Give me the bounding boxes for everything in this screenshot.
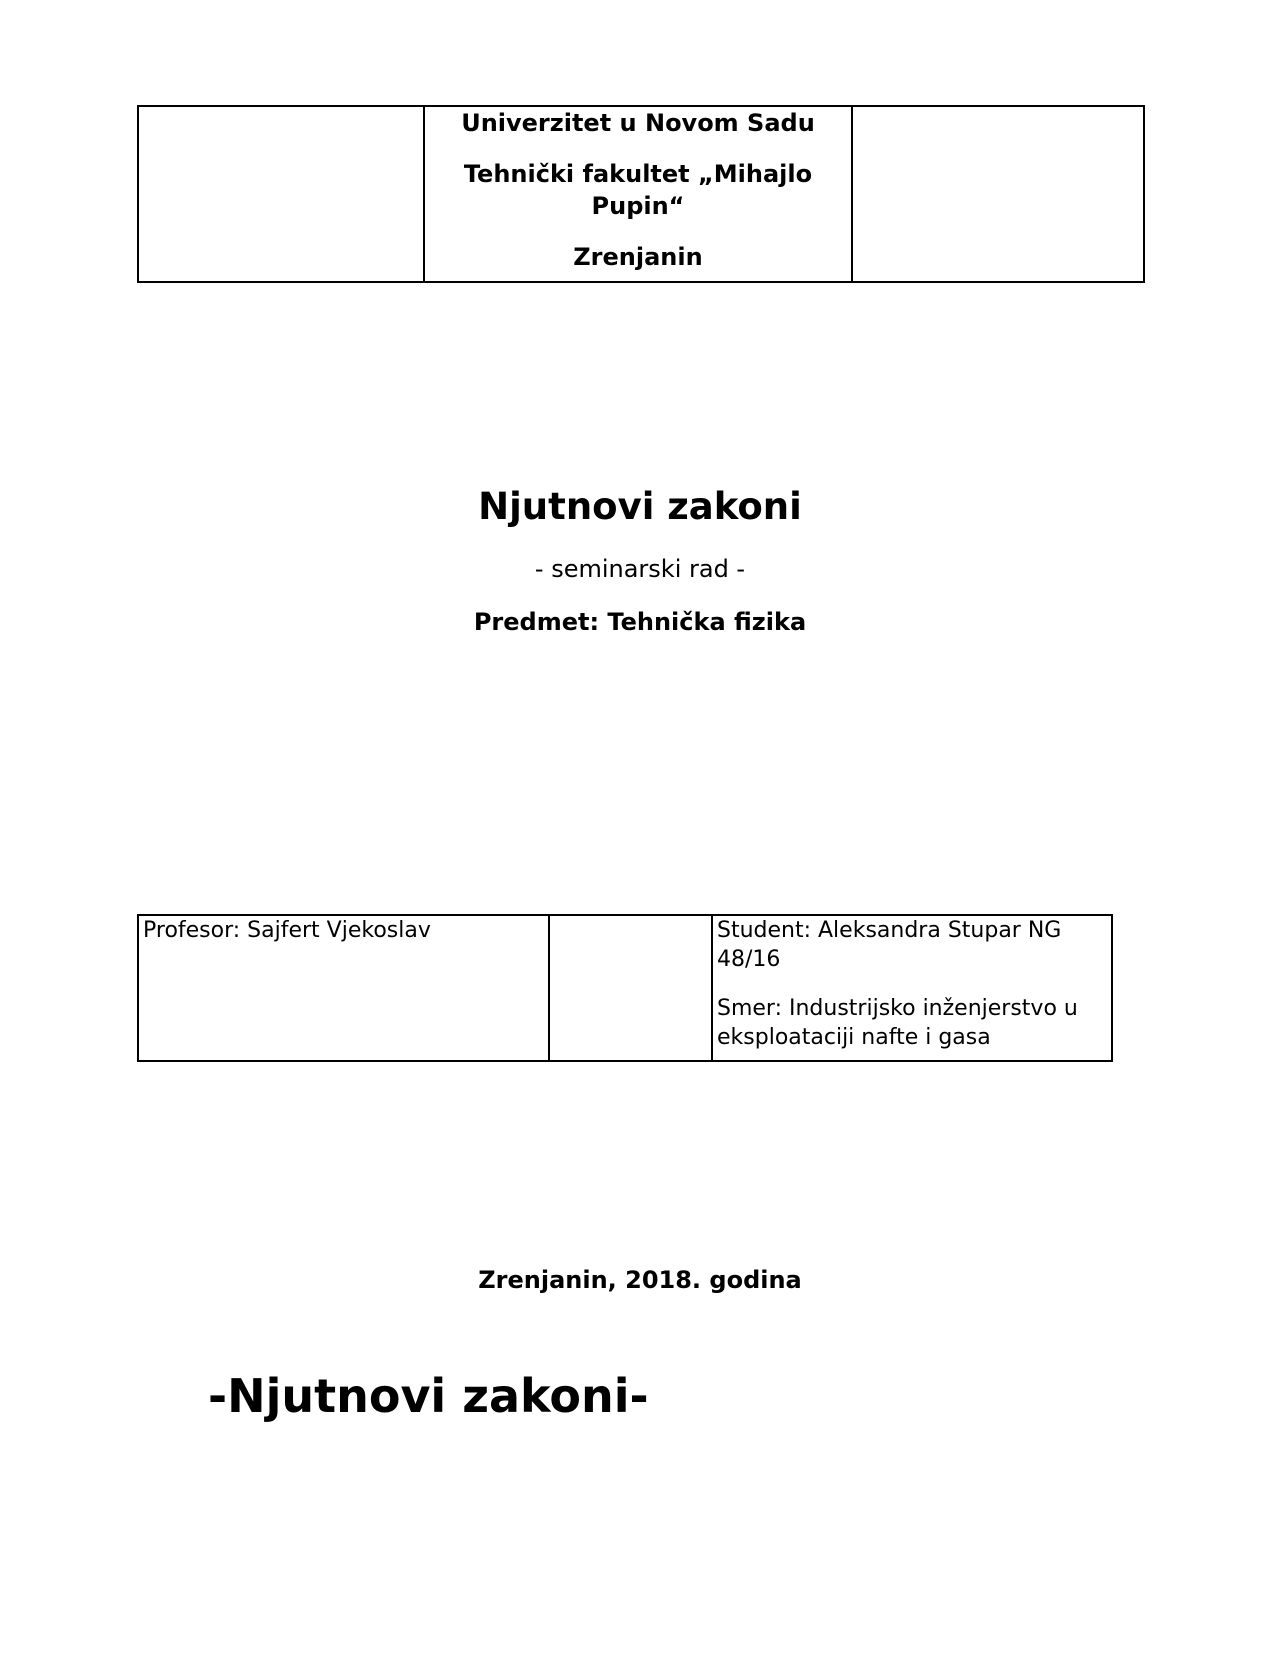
document-subject: Predmet: Tehnička fizika bbox=[473, 608, 807, 636]
professor-cell bbox=[138, 915, 549, 1061]
professor-name: Profesor: Sajfert Vjekoslav bbox=[143, 918, 431, 943]
student-cell bbox=[712, 915, 1112, 1061]
header-right-cell bbox=[852, 106, 1144, 282]
header-left-cell bbox=[138, 106, 424, 282]
info-empty-cell bbox=[549, 915, 712, 1061]
info-table bbox=[137, 914, 1113, 1062]
document-subtitle: - seminarski rad - bbox=[534, 555, 746, 583]
document-title: Njutnovi zakoni bbox=[478, 485, 802, 528]
university-name: Univerzitet u Novom Sadu bbox=[461, 109, 815, 137]
student-major: Smer: Industrijsko inženjerstvo u eksploataciji nafte i gasa bbox=[717, 996, 1078, 1050]
place-date: Zrenjanin, 2018. godina bbox=[478, 1266, 802, 1294]
section-heading: -Njutnovi zakoni- bbox=[208, 1369, 649, 1423]
header-table bbox=[137, 105, 1145, 283]
header-center-cell bbox=[424, 106, 852, 282]
student-name: Student: Aleksandra Stupar NG 48/16 bbox=[717, 918, 1062, 972]
faculty-name: Tehnički fakultet „Mihajlo Pupin“ bbox=[463, 160, 813, 220]
city-name: Zrenjanin bbox=[573, 243, 703, 271]
